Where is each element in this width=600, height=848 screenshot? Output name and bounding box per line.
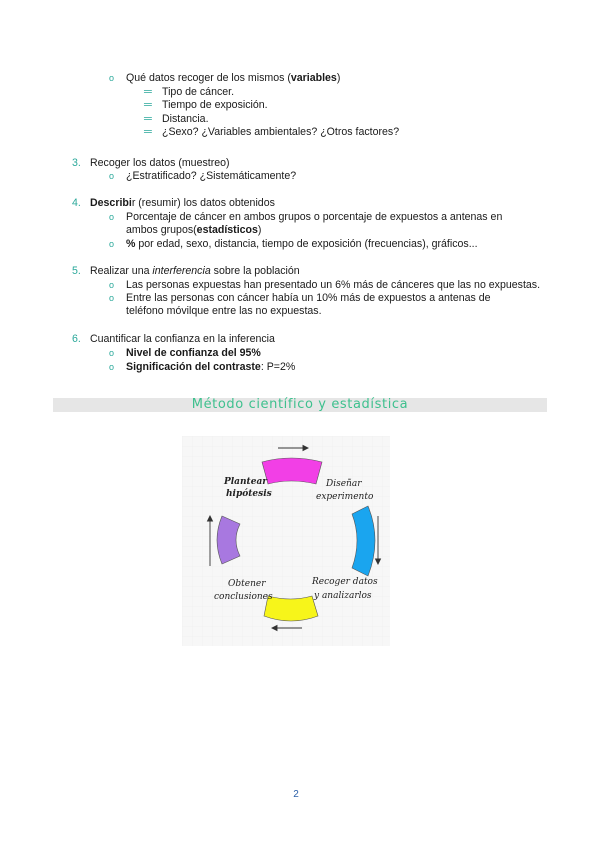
- bullet-dash-icon: ═: [144, 86, 152, 98]
- item2-sub-suffix: ): [336, 72, 341, 84]
- segment-top: [262, 458, 322, 484]
- label-recoger-2: y analizarlos: [314, 591, 372, 601]
- item5-prefix: Realizar una: [90, 265, 153, 277]
- item6-sub1-bold: Nivel de confianza del 95%: [126, 347, 261, 359]
- item4-sub1-suffix: ): [257, 224, 262, 236]
- bullet-circle-icon: o: [109, 73, 115, 83]
- item4-text: [90, 197, 275, 210]
- item2-bullet-2: Tiempo de exposición.: [162, 99, 268, 111]
- label-obtener-1: Obtener: [228, 579, 266, 589]
- page-number: 2: [293, 789, 299, 800]
- item6-sub2-bold: Significación del contraste: [126, 361, 261, 373]
- item4-sub2-bold: %: [126, 238, 136, 250]
- item5-text: [90, 265, 300, 278]
- bullet-dash-icon: ═: [144, 99, 152, 111]
- item5-sub1: Las personas expuestas han presentado un 6% más de cánceres que las no expuestas.: [126, 279, 541, 291]
- item3-text: Recoger los datos (muestreo): [90, 157, 230, 169]
- label-obtener-2: conclusiones: [214, 592, 273, 602]
- bullet-circle-icon: o: [109, 280, 115, 290]
- item3-sub: ¿Estratificado? ¿Sistemáticamente?: [126, 170, 297, 182]
- item5-italic: interferencia: [152, 265, 211, 277]
- item6-text: Cuantificar la confianza en la inferencia: [90, 333, 275, 345]
- item6-number: 6.: [72, 333, 81, 345]
- item2-sub: [126, 72, 340, 85]
- item4-rest: r (resumir) los datos obtenidos: [131, 197, 275, 209]
- item3-number: 3.: [72, 157, 81, 169]
- bullet-dash-icon: ═: [144, 126, 152, 138]
- bullet-circle-icon: o: [109, 171, 115, 181]
- item2-sub-prefix: Qué datos recoger de los mismos (: [126, 72, 291, 84]
- bullet-circle-icon: o: [109, 293, 115, 303]
- item2-sub-bold: variables: [290, 72, 337, 84]
- item5-suffix: sobre la población: [210, 265, 300, 277]
- item4-number: 4.: [72, 197, 81, 209]
- item5-sub2-line2: teléfono móvilque entre las no expuestas.: [126, 305, 322, 317]
- bullet-circle-icon: o: [109, 212, 115, 222]
- item2-bullet-4: ¿Sexo? ¿Variables ambientales? ¿Otros factores?: [162, 126, 400, 138]
- item4-sub2: [126, 238, 478, 251]
- label-recoger-1: Recoger datos: [312, 577, 378, 587]
- item6-sub1: [126, 347, 261, 360]
- item4-sub2-text: por edad, sexo, distancia, tiempo de exposición (frecuencias), gráficos...: [135, 238, 478, 250]
- item6-sub2-text: : P=2%: [260, 361, 296, 373]
- item4-bold: Describi: [90, 197, 132, 209]
- item5-number: 5.: [72, 265, 81, 277]
- label-disenar-2: experimento: [316, 492, 374, 502]
- bullet-dash-icon: ═: [144, 113, 152, 125]
- bullet-circle-icon: o: [109, 362, 115, 372]
- item5-sub2-line1: Entre las personas con cáncer había un 10% más de expuestos a antenas de: [126, 292, 491, 304]
- item4-sub1-line2: [126, 224, 261, 237]
- bullet-circle-icon: o: [109, 348, 115, 358]
- bullet-circle-icon: o: [109, 239, 115, 249]
- item2-bullet-1: Tipo de cáncer.: [162, 86, 235, 98]
- item4-sub1-line1: Porcentaje de cáncer en ambos grupos o porcentaje de expuestos a antenas en: [126, 211, 503, 223]
- section-title: Método científico y estadística: [191, 397, 409, 412]
- item2-bullet-3: Distancia.: [162, 113, 209, 125]
- item4-sub1-prefix: ambos grupos(: [126, 224, 197, 236]
- item6-sub2: [126, 361, 295, 374]
- label-disenar-1: Diseñar: [326, 479, 362, 489]
- label-plantear-1: Plantear: [224, 477, 268, 487]
- item4-sub1-bold: estadísticos: [196, 224, 258, 236]
- scientific-method-diagram: [182, 436, 390, 646]
- label-plantear-2: hipótesis: [226, 489, 272, 499]
